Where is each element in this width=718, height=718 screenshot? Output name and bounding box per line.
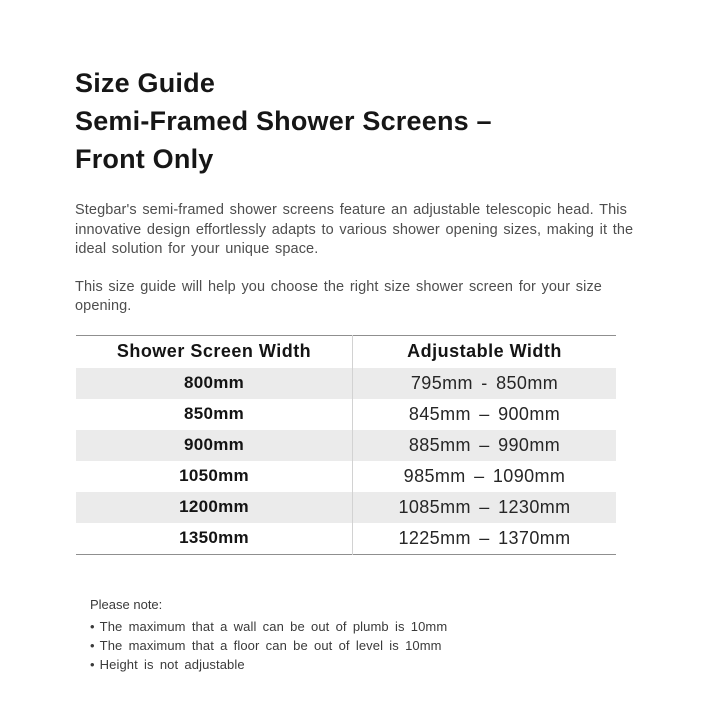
- adjustable-width-cell: 1225mm – 1370mm: [398, 527, 571, 548]
- intro-paragraph-1: Stegbar's semi-framed shower screens feature an adjustable telescopic head. This innovative design effortlessly adapts to various shower opening sizes, making it the ideal solution for your unique space.: [75, 202, 634, 257]
- screen-width-cell: 1200mm: [76, 492, 353, 523]
- column-header-screen-width: Shower Screen Width: [76, 335, 353, 368]
- bullet-glyph: •: [90, 618, 95, 634]
- table-row: [76, 492, 616, 523]
- note-item: [90, 636, 648, 655]
- page-title: [75, 64, 648, 178]
- title-line-3: Front Only: [75, 144, 214, 174]
- adjustable-width-cell: 885mm – 990mm: [408, 434, 561, 455]
- screen-width-cell: 1050mm: [76, 461, 353, 492]
- note-item: [90, 655, 648, 674]
- adjustable-width-cell: 845mm – 900mm: [408, 403, 561, 424]
- note-text: The maximum that a floor can be out of level is 10mm: [99, 637, 442, 653]
- notes-list: [90, 617, 648, 674]
- title-line-2: Semi-Framed Shower Screens –: [75, 106, 492, 136]
- table-row: [76, 368, 616, 399]
- intro-section: [75, 201, 648, 317]
- notes-section: [90, 595, 648, 674]
- bullet-glyph: •: [90, 637, 95, 653]
- table-row: [76, 523, 616, 555]
- table-row: [76, 461, 616, 492]
- table-row: [76, 430, 616, 461]
- column-header-adjustable-width: Adjustable Width: [407, 341, 562, 361]
- size-table: [76, 335, 616, 555]
- note-item: [90, 617, 648, 636]
- adjustable-width-cell: 1085mm – 1230mm: [398, 496, 571, 517]
- note-text: The maximum that a wall can be out of plumb is 10mm: [99, 618, 448, 634]
- adjustable-width-cell: 985mm – 1090mm: [403, 465, 566, 486]
- screen-width-cell: 800mm: [76, 368, 353, 399]
- intro-paragraph-2: This size guide will help you choose the right size shower screen for your size opening.: [75, 278, 602, 314]
- note-text: Height is not adjustable: [99, 656, 245, 672]
- size-table-body: [76, 368, 616, 555]
- header-row: [76, 335, 616, 368]
- screen-width-cell: 1350mm: [76, 523, 353, 555]
- notes-heading: Please note:: [90, 596, 163, 612]
- bullet-glyph: •: [90, 656, 95, 672]
- screen-width-cell: 900mm: [76, 430, 353, 461]
- title-line-1: Size Guide: [75, 68, 216, 98]
- table-row: [76, 399, 616, 430]
- adjustable-width-cell: 795mm - 850mm: [410, 372, 559, 393]
- screen-width-cell: 850mm: [76, 399, 353, 430]
- size-table-header: [76, 335, 616, 368]
